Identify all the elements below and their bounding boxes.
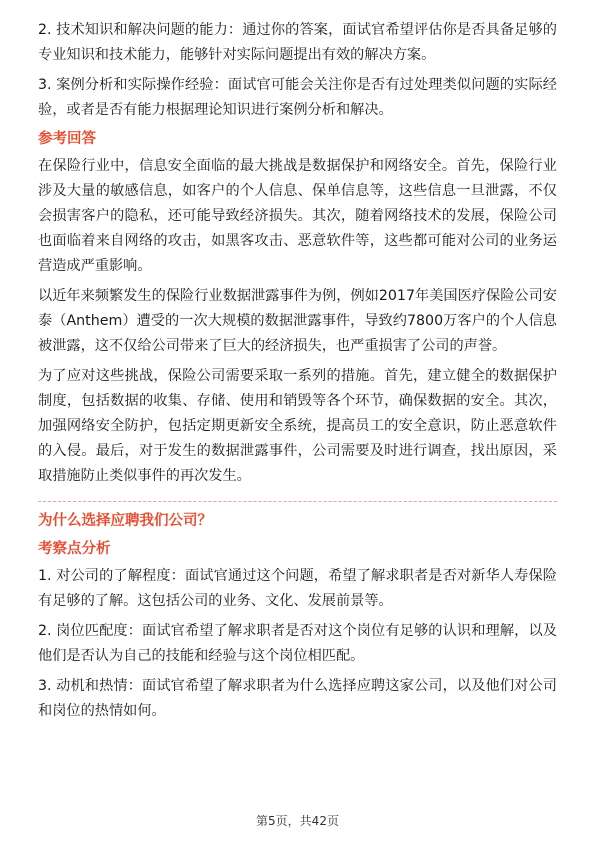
answer-paragraph: 为了应对这些挑战，保险公司需要采取一系列的措施。首先，建立健全的数据保护制度，包括数据的收集、存储、使用和销毁等各个环节，确保数据的安全。其次，加强网络安全防护，包括定期更新安全系统，提高员工的安全意识，防止恶意软件的入侵。最后，对于发生的数据泄露事件，公司需要及时进行调查，找出原因，采取措施防止类似事件的再次发生。 (38, 368, 557, 484)
analysis-item: 3. 动机和热情：面试官希望了解求职者为什么选择应聘这家公司，以及他们对公司和岗位的热情如何。 (38, 678, 557, 719)
analysis-item: 1. 对公司的了解程度：面试官通过这个问题，希望了解求职者是否对新华人寿保险有足够的了解。这包括公司的业务、文化、发展前景等。 (38, 568, 557, 609)
criteria-item: 2. 技术知识和解决问题的能力：通过你的答案，面试官希望评估你是否具备足够的专业知识和技术能力，能够针对实际问题提出有效的解决方案。 (38, 22, 557, 63)
answer-paragraph: 以近年来频繁发生的保险行业数据泄露事件为例，例如2017年美国医疗保险公司安泰（Anthem）遭受的一次大规模的数据泄露事件，导致约7800万客户的个人信息被泄露，这不仅给公司带来了巨大的经济损失，也严重损害了公司的声誉。 (38, 288, 557, 354)
reference-answer-heading: 参考回答 (38, 131, 96, 147)
criteria-item: 3. 案例分析和实际操作经验：面试官可能会关注你是否有过处理类似问题的实际经验，或者是否有能力根据理论知识进行案例分析和解决。 (38, 77, 557, 118)
page-number: 第5页，共42页 (256, 814, 339, 828)
analysis-heading: 考察点分析 (38, 541, 111, 557)
question-heading: 为什么选择应聘我们公司？ (38, 513, 212, 529)
answer-paragraph: 在保险行业中，信息安全面临的最大挑战是数据保护和网络安全。首先，保险行业涉及大量的敏感信息，如客户的个人信息、保单信息等，这些信息一旦泄露，不仅会损害客户的隐私，还可能导致经济损失。其次，随着网络技术的发展，保险公司也面临着来自网络的攻击，如黑客攻击、恶意软件等，这些都可能对公司的业务运营造成严重影响。 (38, 158, 557, 274)
analysis-item: 2. 岗位匹配度：面试官希望了解求职者是否对这个岗位有足够的认识和理解，以及他们是否认为自己的技能和经验与这个岗位相匹配。 (38, 623, 557, 664)
section-divider (38, 501, 557, 502)
